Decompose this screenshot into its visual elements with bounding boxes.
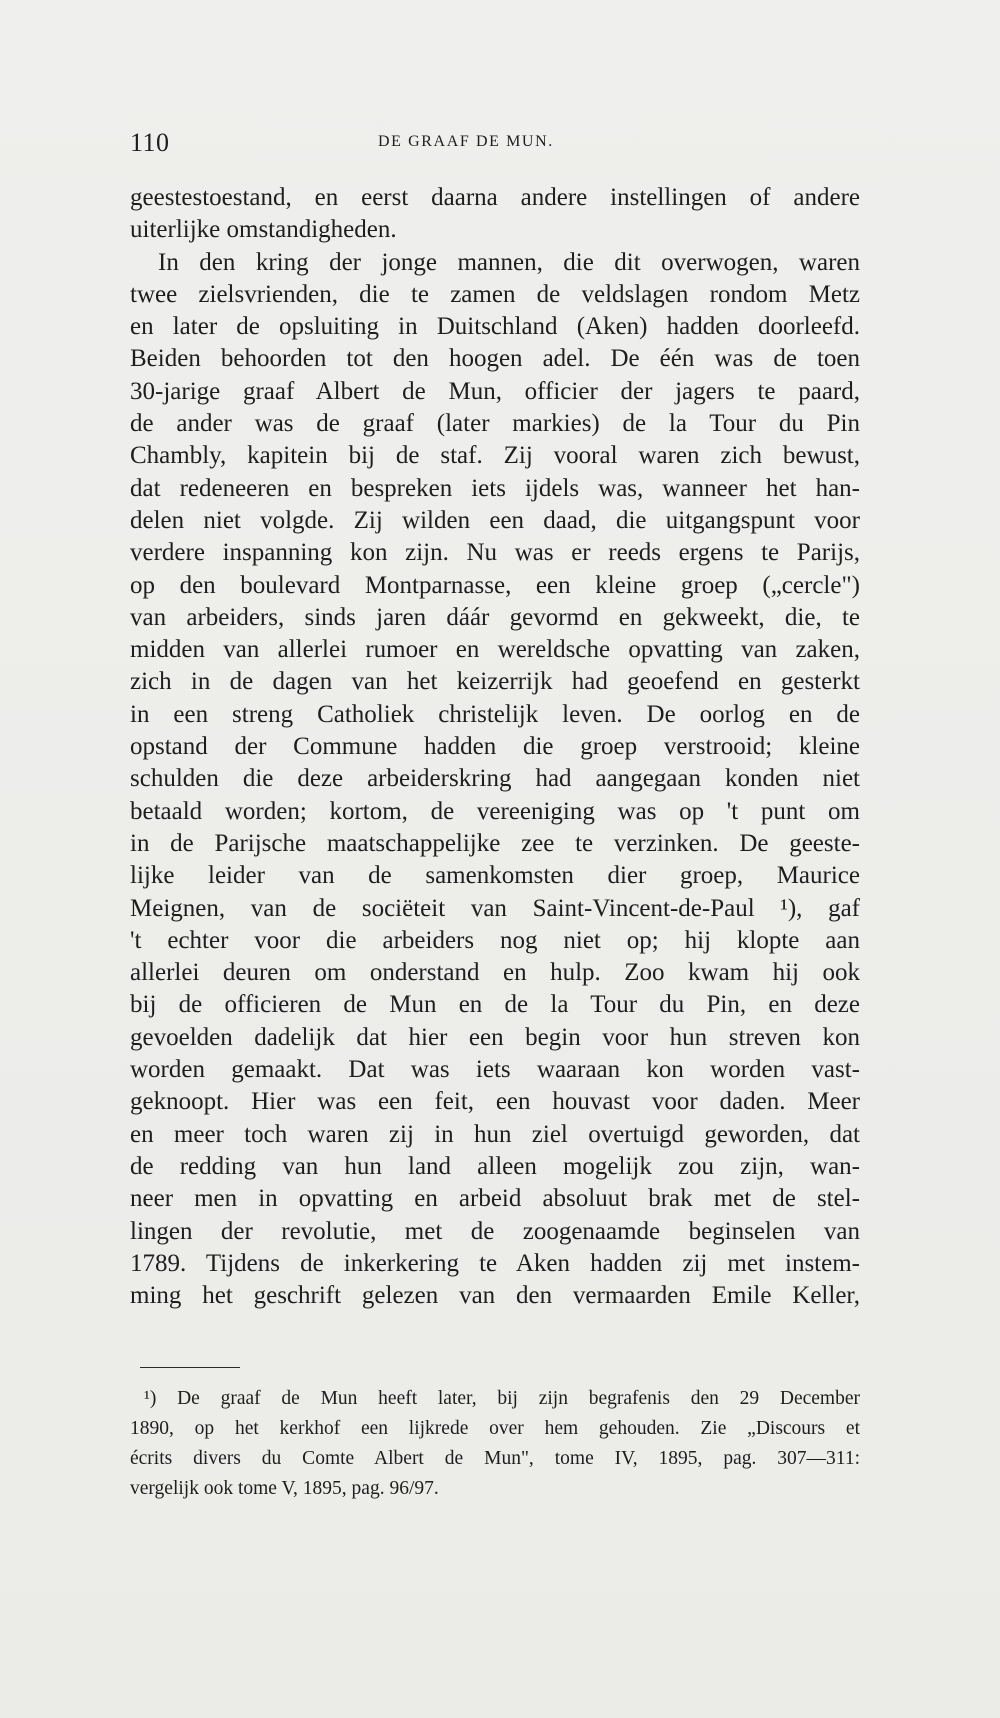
text-line: twee zielsvrienden, die te zamen de veldslagen rondom Metz	[130, 280, 860, 308]
footnotes	[130, 1384, 860, 1504]
page-number: 110	[130, 128, 170, 157]
text-line: uiterlijke omstandigheden.	[130, 216, 397, 244]
text-line: in de Parijsche maatschappelijke zee te verzinken. De geeste-	[130, 829, 860, 857]
text-line: worden gemaakt. Dat was iets waaraan kon worden vast-	[130, 1056, 860, 1084]
text-line: Meignen, van de sociëteit van Saint-Vincent-de-Paul ¹), gaf	[130, 894, 860, 922]
text-line: 't echter voor die arbeiders nog niet op; hij klopte aan	[130, 926, 860, 954]
text-line: de ander was de graaf (later markies) de la Tour du Pin	[130, 410, 860, 438]
text-line: zich in de dagen van het keizerrijk had geoefend en gesterkt	[130, 668, 860, 696]
text-line: bij de officieren de Mun en de la Tour du Pin, en deze	[130, 991, 860, 1019]
page-header	[130, 128, 865, 162]
text-line: Chambly, kapitein bij de staf. Zij vooral waren zich bewust,	[130, 442, 860, 470]
footnote-line: écrits divers du Comte Albert de Mun", tome IV, 1895, pag. 307—311:	[130, 1448, 860, 1469]
text-line: van arbeiders, sinds jaren dáár gevormd en gekweekt, die, te	[130, 603, 860, 631]
footnote-divider	[140, 1367, 240, 1368]
text-line: geestestoestand, en eerst daarna andere instellingen of andere	[130, 184, 860, 211]
footnote-line: vergelijk ook tome V, 1895, pag. 96/97.	[130, 1478, 439, 1499]
footnote-line: 1890, op het kerkhof een lijkrede over hem gehouden. Zie „Discours et	[130, 1418, 860, 1439]
text-line: In den kring der jonge mannen, die dit overwogen, waren	[158, 248, 860, 276]
text-line: lingen der revolutie, met de zoogenaamde beginselen van	[130, 1217, 860, 1245]
running-head: DE GRAAF DE MUN.	[378, 133, 554, 150]
text-line: delen niet volgde. Zij wilden een daad, die uitgangspunt voor	[130, 506, 860, 534]
text-line: lijke leider van de samenkomsten dier groep, Maurice	[130, 862, 860, 890]
text-line: Beiden behoorden tot den hoogen adel. De één was de toen	[130, 345, 860, 373]
text-line: geknoopt. Hier was een feit, een houvast voor daden. Meer	[130, 1088, 860, 1116]
text-line: 30-jarige graaf Albert de Mun, officier der jagers te paard,	[130, 377, 860, 405]
text-line: schulden die deze arbeiderskring had aangegaan konden niet	[130, 765, 860, 793]
text-line: verdere inspanning kon zijn. Nu was er reeds ergens te Parijs,	[130, 539, 860, 567]
body-text	[130, 182, 860, 1312]
text-line: midden van allerlei rumoer en wereldsche opvatting van zaken,	[130, 636, 860, 664]
text-line: gevoelden dadelijk dat hier een begin voor hun streven kon	[130, 1023, 860, 1051]
text-line: allerlei deuren om onderstand en hulp. Zoo kwam hij ook	[130, 959, 860, 987]
text-line: ming het geschrift gelezen van den vermaarden Emile Keller,	[130, 1282, 860, 1310]
text-line: betaald worden; kortom, de vereeniging was op 't punt om	[130, 797, 860, 825]
text-line: opstand der Commune hadden die groep verstrooid; kleine	[130, 733, 860, 761]
text-line: 1789. Tijdens de inkerkering te Aken hadden zij met instem-	[130, 1249, 860, 1277]
text-line: de redding van hun land alleen mogelijk zou zijn, wan-	[130, 1152, 860, 1180]
text-line: neer men in opvatting en arbeid absoluut brak met de stel-	[130, 1185, 860, 1213]
text-line: en meer toch waren zij in hun ziel overtuigd geworden, dat	[130, 1120, 860, 1148]
text-line: dat redeneeren en bespreken iets ijdels was, wanneer het han-	[130, 474, 860, 502]
footnote-line: ¹) De graaf de Mun heeft later, bij zijn begrafenis den 29 December	[144, 1388, 860, 1409]
text-line: en later de opsluiting in Duitschland (Aken) hadden doorleefd.	[130, 313, 860, 341]
text-line: in een streng Catholiek christelijk leven. De oorlog en de	[130, 700, 860, 728]
text-line: op den boulevard Montparnasse, een kleine groep („cercle")	[130, 571, 860, 599]
